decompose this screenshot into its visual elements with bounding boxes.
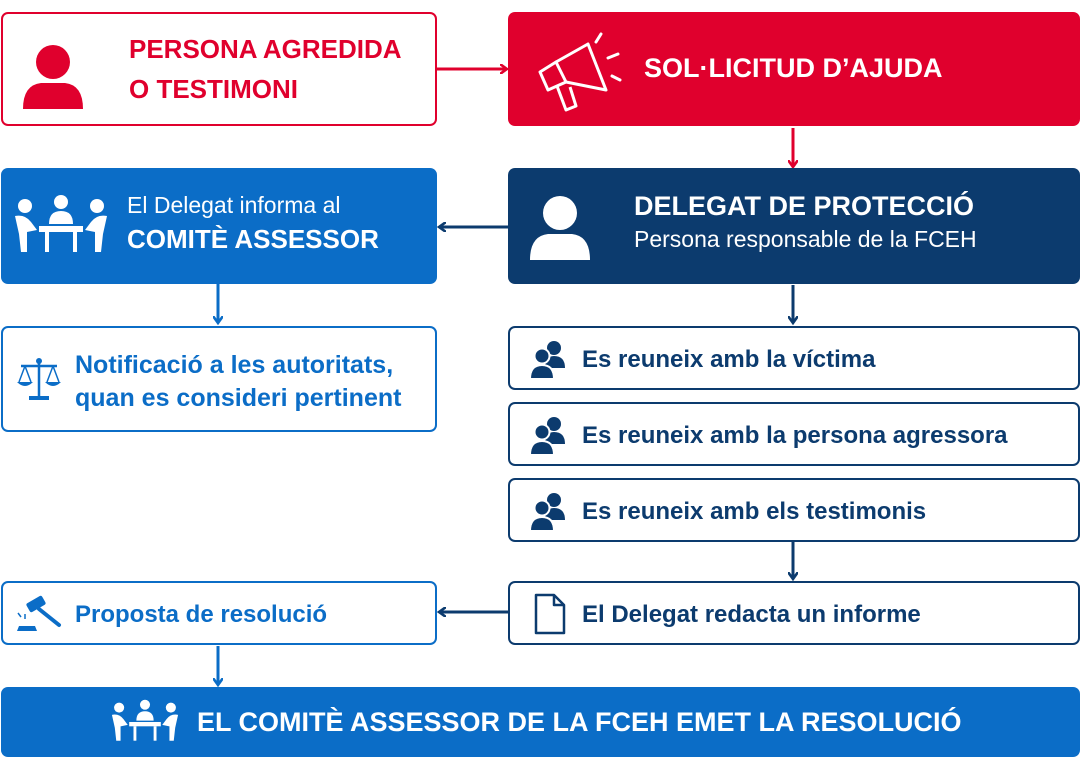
person-icon (17, 43, 89, 111)
meeting-icon (109, 699, 181, 745)
meet-aggressor-label: Es reuneix amb la persona agressora (582, 422, 1008, 449)
report-label: El Delegat redacta un informe (582, 601, 921, 628)
node-committee-informed (1, 168, 437, 284)
node-meet-aggressor (508, 402, 1080, 466)
resolution-label: EL COMITÈ ASSESSOR DE LA FCEH EMET LA RESOLUCIÓ (197, 707, 962, 737)
authorities-line2: quan es consideri pertinent (75, 384, 402, 412)
scales-icon (15, 356, 63, 404)
node-help-request (508, 12, 1080, 126)
users-icon (528, 492, 568, 532)
committee-informed-line1: El Delegat informa al (127, 192, 341, 218)
document-icon (534, 593, 566, 635)
victim-line1: PERSONA AGREDIDA (129, 34, 402, 64)
users-icon (528, 416, 568, 456)
delegate-subtitle: Persona responsable de la FCEH (634, 226, 977, 253)
meeting-icon (11, 194, 111, 258)
help-request-label: SOL·LICITUD D’AJUDA (644, 53, 943, 83)
meet-victim-label: Es reuneix amb la víctima (582, 346, 876, 373)
node-meet-witnesses (508, 478, 1080, 542)
node-authorities (1, 326, 437, 432)
delegate-title: DELEGAT DE PROTECCIÓ (634, 191, 975, 221)
node-delegate (508, 168, 1080, 284)
victim-line2: O TESTIMONI (129, 74, 298, 105)
megaphone-icon (532, 32, 622, 116)
committee-informed-line2: COMITÈ ASSESSOR (127, 223, 379, 254)
node-meet-victim (508, 326, 1080, 390)
proposal-label: Proposta de resolució (75, 601, 328, 628)
authorities-line1: Notificació a les autoritats, (75, 351, 394, 379)
meet-witnesses-label: Es reuneix amb els testimonis (582, 498, 927, 525)
node-resolution (1, 687, 1080, 757)
gavel-icon (15, 595, 63, 635)
users-icon (528, 340, 568, 380)
node-report (508, 581, 1080, 645)
node-proposal (1, 581, 437, 645)
person-icon (524, 194, 596, 262)
node-victim (1, 12, 437, 126)
